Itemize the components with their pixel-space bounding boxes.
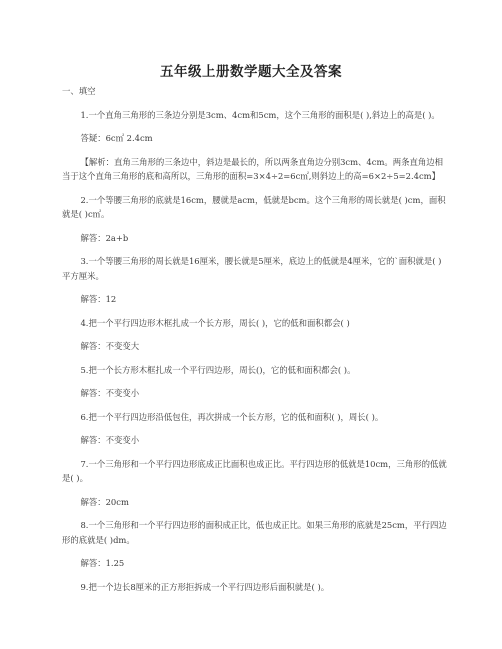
question-7: 7.一个三角形和一个平行四边形底成正比面积也成正比。平行四边形的低就是10cm，三角形的低就是( )。: [62, 458, 447, 483]
question-1: 1.一个直角三角形的三条边分别是3cm、4cm和5cm，这个三角形的面积是( ),斜边上的高是( )。: [80, 109, 440, 120]
question-3: 3.一个等腰三角形的周长就是16厘米，腰长就是5厘米，底边上的低就是4厘米，它的`面积就是( )平方厘米。: [62, 256, 442, 281]
question-8: 8.一个三角形和一个平行四边形的面积成正比，低也成正比。如果三角形的底就是25cm，平行四边形的底就是( )dm。: [62, 520, 447, 545]
answer-6: 解答：不变变小: [80, 435, 140, 445]
question-4: 4.把一个平行四边形木框扎成一个长方形，周长( )，它的低和面积都会( ): [80, 317, 350, 328]
answer-7: 解答：20cm: [80, 496, 129, 507]
document-title: 五年级上册数学题大全及答案: [160, 64, 342, 80]
explanation-1: 【解析：直角三角形的三条边中，斜边是最长的，所以两条直角边分别3cm、4cm。两条直角边相当于这个直角三角形的底和高所以，三角形的面积=3×4÷2=6c㎡,则斜边上的高=6×2÷5=2.4cm】: [62, 156, 444, 181]
question-6: 6.把一个平行四边形沿低包住，再次拼成一个长方形，它的低和面积( )，周长( )。: [80, 411, 384, 422]
document-body: [62, 84, 447, 603]
answer-2: 解答：2a+b: [80, 232, 129, 243]
answer-4: 解答：不变变大: [80, 341, 140, 351]
answer-5: 解答：不变变小: [80, 388, 140, 398]
answer-1: 答疑：6c㎡ 2.4cm: [80, 133, 153, 143]
question-9: 9.把一个边长8厘米的正方形拒拆成一个平行四边形后面积就是( )。: [80, 581, 330, 592]
answer-3: 解答：12: [80, 294, 117, 304]
answer-8: 解答：1.25: [80, 558, 125, 568]
question-5: 5.把一个长方形木框扎成一个平行四边形，周长()，它的低和面积都会( )。: [80, 364, 356, 375]
question-2: 2.一个等腰三角形的底就是16cm，腰就是acm，低就是bcm。这个三角形的周长就是( )cm，面积就是( )c㎡。: [62, 194, 446, 219]
section-heading: 一、填空: [62, 86, 96, 96]
